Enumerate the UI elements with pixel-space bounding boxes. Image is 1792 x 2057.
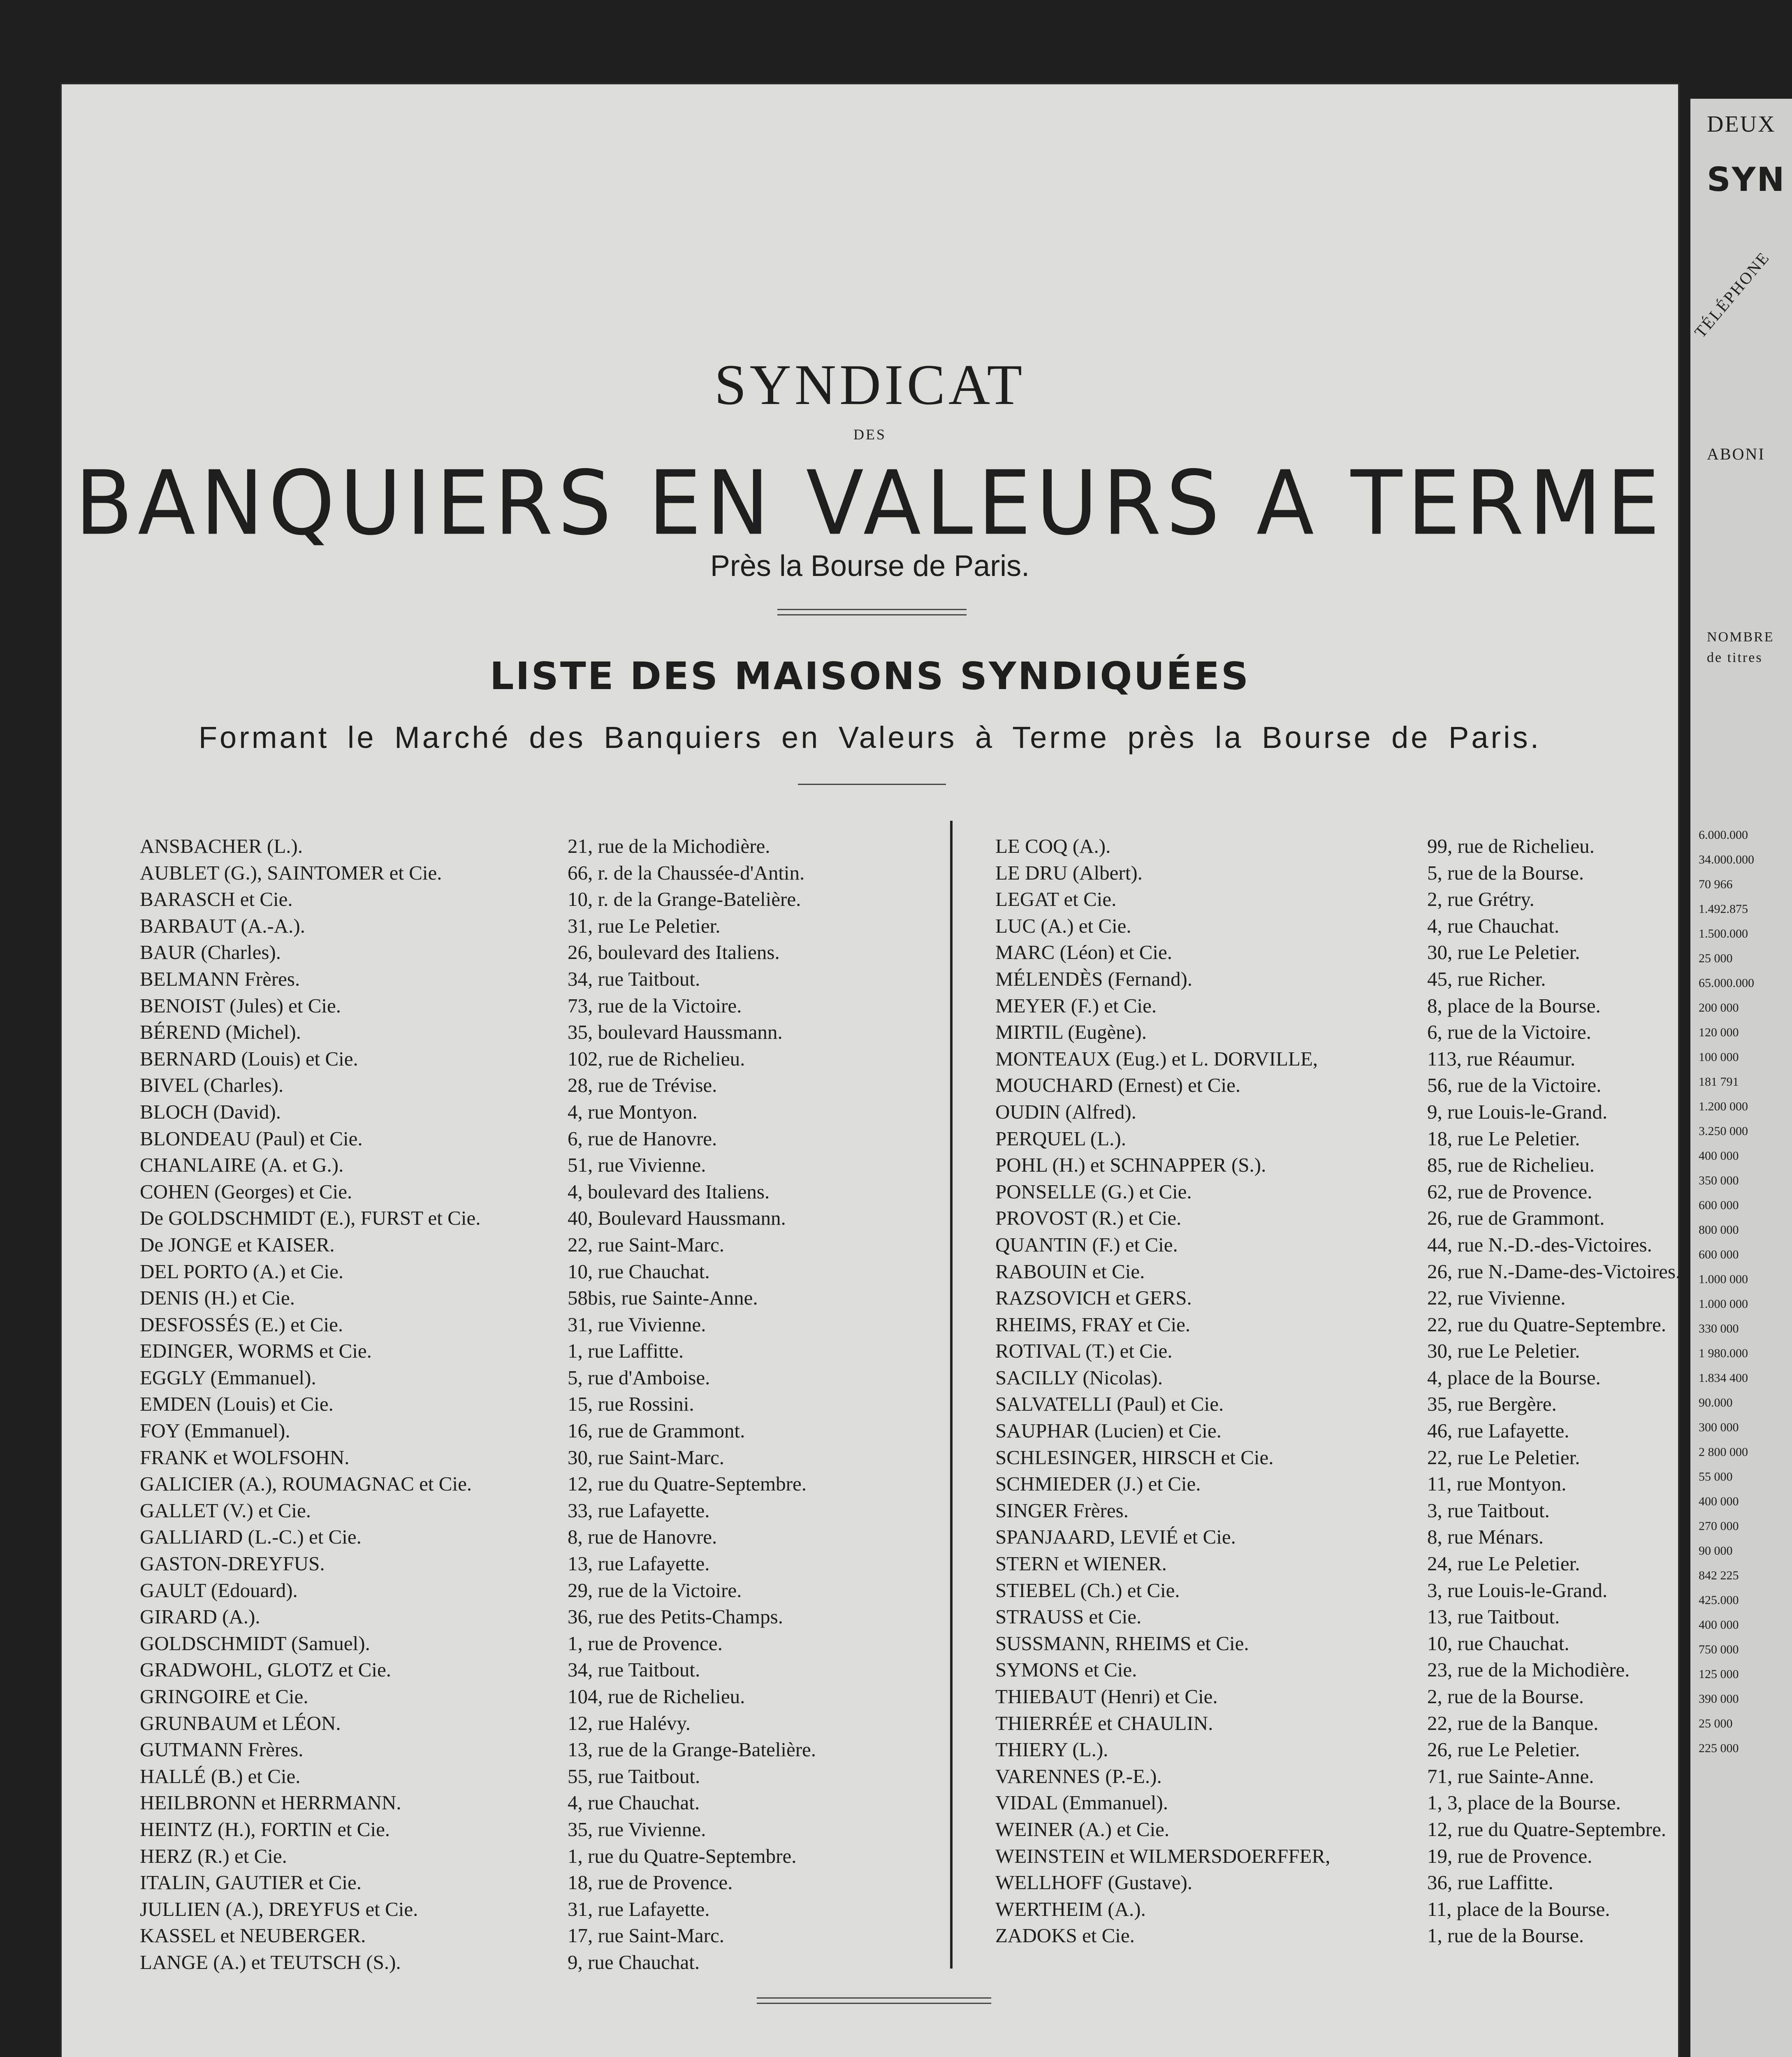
member-firm-name: STERN et WIENER. xyxy=(995,1552,1167,1575)
member-firm-name: VARENNES (P.-E.). xyxy=(995,1764,1162,1788)
member-firm-name: ROTIVAL (T.) et Cie. xyxy=(995,1340,1173,1363)
member-firm-address: 45, rue Richer. xyxy=(1427,967,1546,990)
member-firm-name: WEINSTEIN et WILMERSDOERFFER, xyxy=(995,1844,1331,1867)
member-firm-name: PROVOST (R.) et Cie. xyxy=(995,1207,1182,1230)
member-firm-address: 36, rue Laffitte. xyxy=(1427,1871,1553,1894)
member-firm-name: BAUR (Charles). xyxy=(140,941,281,964)
member-firm-address: 58bis, rue Sainte-Anne. xyxy=(568,1286,758,1309)
member-firm-address: 66, r. de la Chaussée-d'Antin. xyxy=(568,861,805,884)
member-firm-address: 15, rue Rossini. xyxy=(568,1393,694,1416)
member-firm-name: GALLIARD (L.-C.) et Cie. xyxy=(140,1525,362,1549)
member-firm-address: 35, rue Bergère. xyxy=(1427,1393,1557,1416)
member-firm-name: STIEBEL (Ch.) et Cie. xyxy=(995,1579,1180,1602)
member-firm-address: 10, rue Chauchat. xyxy=(1427,1632,1569,1655)
member-firm-address: 22, rue Saint-Marc. xyxy=(568,1233,724,1256)
double-rule-2 xyxy=(757,1997,991,2004)
member-firm-name: EDINGER, WORMS et Cie. xyxy=(140,1340,372,1363)
column-divider xyxy=(950,821,953,1969)
member-firm-name: SYMONS et Cie. xyxy=(995,1658,1137,1681)
member-firm-address: 1, rue Laffitte. xyxy=(568,1340,684,1363)
member-firm-name: MARC (Léon) et Cie. xyxy=(995,941,1173,964)
member-firm-address: 4, boulevard des Italiens. xyxy=(568,1180,770,1203)
member-firm-address: 51, rue Vivienne. xyxy=(568,1154,706,1177)
member-firm-address: 30, rue Saint-Marc. xyxy=(568,1446,724,1469)
member-firm-address: 19, rue de Provence. xyxy=(1427,1844,1593,1867)
member-firm-name: BLOCH (David). xyxy=(140,1100,281,1123)
member-firm-address: 3, rue Louis-le-Grand. xyxy=(1427,1579,1608,1602)
member-firm-address: 22, rue de la Banque. xyxy=(1427,1711,1599,1734)
member-firm-address: 8, rue Ménars. xyxy=(1427,1525,1544,1549)
member-firm-name: FRANK et WOLFSOHN. xyxy=(140,1446,350,1469)
member-firm-name: ITALIN, GAUTIER et Cie. xyxy=(140,1871,362,1894)
member-firm-name: DENIS (H.) et Cie. xyxy=(140,1286,295,1309)
member-firm-address: 12, rue du Quatre-Septembre. xyxy=(1427,1818,1666,1841)
member-firm-address: 56, rue de la Victoire. xyxy=(1427,1074,1602,1097)
member-firm-address: 31, rue Lafayette. xyxy=(568,1897,710,1920)
member-firm-name: GUTMANN Frères. xyxy=(140,1738,304,1761)
member-firm-address: 10, r. de la Grange-Batelière. xyxy=(568,888,801,911)
strip-syn: SYN xyxy=(1707,160,1786,199)
member-firm-address: 35, rue Vivienne. xyxy=(568,1818,706,1841)
member-firm-name: De GOLDSCHMIDT (E.), FURST et Cie. xyxy=(140,1207,481,1230)
member-firm-name: MÉLENDÈS (Fernand). xyxy=(995,967,1193,990)
member-firm-address: 30, rue Le Peletier. xyxy=(1427,941,1580,964)
member-firm-address: 28, rue de Trévise. xyxy=(568,1074,717,1097)
member-firm-address: 1, rue du Quatre-Septembre. xyxy=(568,1844,797,1867)
member-firm-address: 13, rue de la Grange-Batelière. xyxy=(568,1738,816,1761)
liste-title: LISTE DES MAISONS SYNDIQUÉES xyxy=(489,654,1250,698)
member-firm-address: 4, rue Chauchat. xyxy=(1427,914,1560,937)
member-firm-address: 22, rue Vivienne. xyxy=(1427,1286,1566,1309)
member-firm-address: 18, rue de Provence. xyxy=(568,1871,733,1894)
member-firm-name: STRAUSS et Cie. xyxy=(995,1605,1142,1628)
member-firm-name: BIVEL (Charles). xyxy=(140,1074,284,1097)
member-firm-address: 34, rue Taitbout. xyxy=(568,1658,700,1681)
member-firm-address: 35, boulevard Haussmann. xyxy=(568,1021,783,1044)
member-firm-name: RHEIMS, FRAY et Cie. xyxy=(995,1313,1191,1336)
right-addresses-column xyxy=(1427,833,1681,1949)
member-firm-name: GRINGOIRE et Cie. xyxy=(140,1685,308,1708)
member-firm-name: BÉREND (Michel). xyxy=(140,1021,301,1044)
member-firm-name: OUDIN (Alfred). xyxy=(995,1100,1136,1123)
member-firm-name: LE DRU (Albert). xyxy=(995,861,1143,884)
member-firm-address: 26, rue N.-Dame-des-Victoires. xyxy=(1427,1260,1681,1283)
member-firm-address: 5, rue de la Bourse. xyxy=(1427,861,1584,884)
member-firm-name: SUSSMANN, RHEIMS et Cie. xyxy=(995,1632,1249,1655)
member-firm-name: QUANTIN (F.) et Cie. xyxy=(995,1233,1178,1256)
member-firm-address: 23, rue de la Michodière. xyxy=(1427,1658,1630,1681)
member-firm-name: WERTHEIM (A.). xyxy=(995,1897,1146,1920)
member-firm-address: 22, rue Le Peletier. xyxy=(1427,1446,1580,1469)
member-firm-name: THIEBAUT (Henri) et Cie. xyxy=(995,1685,1218,1708)
member-firm-name: LE COQ (A.). xyxy=(995,835,1111,857)
member-firm-address: 8, rue de Hanovre. xyxy=(568,1525,717,1549)
member-firm-name: BLONDEAU (Paul) et Cie. xyxy=(140,1127,363,1150)
member-firm-name: LUC (A.) et Cie. xyxy=(995,914,1131,937)
document-page xyxy=(62,84,1681,2057)
member-firm-address: 21, rue de la Michodière. xyxy=(568,835,770,857)
member-firm-address: 73, rue de la Victoire. xyxy=(568,994,742,1017)
strip-numbers: 6.000.000 34.000.000 70 966 1.492.875 1.500.000 25 000 65.000.000 200 000 120 000 100 000 181 791 1.200 000 3.250 000 400 000 350 000 600 000 800 000 600 000 1.000 000 1.000 000 330 000 1 980.000 1.834 400 90.000 300 000 2 800 000 55 000 400 000 270 000 90 000 842 225 425.000 400 000 750 000 125 000 390 000 25 000 225 000 xyxy=(1699,828,1754,1755)
member-firm-address: 31, rue Vivienne. xyxy=(568,1313,706,1336)
member-firm-address: 29, rue de la Victoire. xyxy=(568,1579,742,1602)
member-firm-address: 26, rue de Grammont. xyxy=(1427,1207,1605,1230)
member-firm-name: SALVATELLI (Paul) et Cie. xyxy=(995,1393,1224,1416)
member-firm-name: ZADOKS et Cie. xyxy=(995,1924,1135,1947)
member-firm-name: SCHLESINGER, HIRSCH et Cie. xyxy=(995,1446,1274,1469)
member-firm-name: GALLET (V.) et Cie. xyxy=(140,1499,311,1522)
double-rule xyxy=(777,609,967,615)
member-firm-name: HERZ (R.) et Cie. xyxy=(140,1844,287,1867)
member-firm-address: 26, rue Le Peletier. xyxy=(1427,1738,1580,1761)
strip-abon: ABONI xyxy=(1707,445,1765,463)
member-firm-name: COHEN (Georges) et Cie. xyxy=(140,1180,352,1203)
member-firm-address: 8, place de la Bourse. xyxy=(1427,994,1601,1017)
member-firm-name: SACILLY (Nicolas). xyxy=(995,1366,1163,1389)
member-firm-address: 18, rue Le Peletier. xyxy=(1427,1127,1580,1150)
member-firm-name: PERQUEL (L.). xyxy=(995,1127,1126,1150)
member-firm-name: DESFOSSÉS (E.) et Cie. xyxy=(140,1313,343,1336)
member-firm-name: BERNARD (Louis) et Cie. xyxy=(140,1047,358,1070)
member-firm-name: THIERRÉE et CHAULIN. xyxy=(995,1711,1213,1734)
member-firm-name: GRADWOHL, GLOTZ et Cie. xyxy=(140,1658,392,1681)
member-firm-name: HALLÉ (B.) et Cie. xyxy=(140,1764,301,1788)
member-firm-name: JULLIEN (A.), DREYFUS et Cie. xyxy=(140,1897,418,1920)
member-firm-name: GRUNBAUM et LÉON. xyxy=(140,1711,341,1734)
subtitle: Près la Bourse de Paris. xyxy=(710,550,1030,583)
member-firm-name: HEILBRONN et HERRMANN. xyxy=(140,1791,401,1814)
member-firm-name: DEL PORTO (A.) et Cie. xyxy=(140,1260,344,1283)
member-firm-address: 12, rue Halévy. xyxy=(568,1711,691,1734)
member-firm-name: EGGLY (Emmanuel). xyxy=(140,1366,316,1389)
member-firm-address: 71, rue Sainte-Anne. xyxy=(1427,1764,1594,1788)
member-firm-name: MOUCHARD (Ernest) et Cie. xyxy=(995,1074,1241,1097)
member-firm-address: 11, rue Montyon. xyxy=(1427,1472,1567,1495)
member-firm-name: THIERY (L.). xyxy=(995,1738,1108,1761)
separator-rule xyxy=(798,784,946,785)
member-firm-name: SAUPHAR (Lucien) et Cie. xyxy=(995,1419,1222,1442)
member-firm-address: 13, rue Lafayette. xyxy=(568,1552,710,1575)
member-firm-name: BENOIST (Jules) et Cie. xyxy=(140,994,341,1017)
member-firm-address: 6, rue de la Victoire. xyxy=(1427,1021,1591,1044)
member-firm-address: 24, rue Le Peletier. xyxy=(1427,1552,1580,1575)
member-firm-name: GAULT (Edouard). xyxy=(140,1579,298,1602)
member-firm-name: FOY (Emmanuel). xyxy=(140,1419,290,1442)
member-firm-address: 40, Boulevard Haussmann. xyxy=(568,1207,786,1230)
main-title: BANQUIERS EN VALEURS A TERME xyxy=(75,452,1665,555)
member-firm-address: 104, rue de Richelieu. xyxy=(568,1685,745,1708)
member-firm-name: MIRTIL (Eugène). xyxy=(995,1021,1147,1044)
member-firm-name: SCHMIEDER (J.) et Cie. xyxy=(995,1472,1201,1495)
member-firm-name: AUBLET (G.), SAINTOMER et Cie. xyxy=(140,861,442,884)
member-firm-name: VIDAL (Emmanuel). xyxy=(995,1791,1168,1814)
member-firm-address: 2, rue Grétry. xyxy=(1427,888,1535,911)
strip-nombre: NOMBRE xyxy=(1707,629,1774,645)
adjacent-page-strip xyxy=(1690,99,1792,2057)
member-firm-address: 5, rue d'Amboise. xyxy=(568,1366,710,1389)
member-firm-address: 1, rue de Provence. xyxy=(568,1632,723,1655)
left-names-column xyxy=(140,833,480,1976)
left-addresses-column xyxy=(568,833,816,1976)
syndicat-title: SYNDICAT xyxy=(714,353,1026,417)
member-firm-name: MEYER (F.) et Cie. xyxy=(995,994,1157,1017)
member-firm-name: GASTON-DREYFUS. xyxy=(140,1552,325,1575)
member-firm-name: WELLHOFF (Gustave). xyxy=(995,1871,1193,1894)
member-firm-address: 1, 3, place de la Bourse. xyxy=(1427,1791,1621,1814)
member-firm-address: 2, rue de la Bourse. xyxy=(1427,1685,1584,1708)
member-firm-address: 26, boulevard des Italiens. xyxy=(568,941,780,964)
member-firm-name: POHL (H.) et SCHNAPPER (S.). xyxy=(995,1154,1266,1177)
member-firm-address: 33, rue Lafayette. xyxy=(568,1499,710,1522)
member-firm-address: 34, rue Taitbout. xyxy=(568,967,700,990)
member-firm-name: GOLDSCHMIDT (Samuel). xyxy=(140,1632,370,1655)
member-firm-name: LANGE (A.) et TEUTSCH (S.). xyxy=(140,1950,401,1973)
member-firm-name: SPANJAARD, LEVIÉ et Cie. xyxy=(995,1525,1236,1549)
member-firm-address: 4, rue Chauchat. xyxy=(568,1791,700,1814)
member-firm-name: HEINTZ (H.), FORTIN et Cie. xyxy=(140,1818,390,1841)
member-firm-name: MONTEAUX (Eug.) et L. DORVILLE, xyxy=(995,1047,1318,1070)
member-firm-address: 99, rue de Richelieu. xyxy=(1427,835,1595,857)
liste-subtitle: Formant le Marché des Banquiers en Valeurs à Terme près la Bourse de Paris. xyxy=(198,720,1542,755)
member-firm-name: LEGAT et Cie. xyxy=(995,888,1117,911)
member-firm-address: 17, rue Saint-Marc. xyxy=(568,1924,724,1947)
member-firm-name: CHANLAIRE (A. et G.). xyxy=(140,1154,344,1177)
des-label: DES xyxy=(853,426,886,443)
member-firm-address: 11, place de la Bourse. xyxy=(1427,1897,1610,1920)
member-firm-address: 46, rue Lafayette. xyxy=(1427,1419,1569,1442)
member-firm-address: 85, rue de Richelieu. xyxy=(1427,1154,1595,1177)
member-firm-name: BARBAUT (A.-A.). xyxy=(140,914,305,937)
strip-titres: de titres xyxy=(1707,650,1763,665)
member-firm-address: 9, rue Louis-le-Grand. xyxy=(1427,1100,1608,1123)
member-firm-name: SINGER Frères. xyxy=(995,1499,1129,1522)
member-firm-address: 31, rue Le Peletier. xyxy=(568,914,721,937)
member-firm-address: 44, rue N.-D.-des-Victoires. xyxy=(1427,1233,1652,1256)
member-firm-address: 6, rue de Hanovre. xyxy=(568,1127,717,1150)
member-firm-address: 16, rue de Grammont. xyxy=(568,1419,745,1442)
member-firm-name: WEINER (A.) et Cie. xyxy=(995,1818,1170,1841)
member-firm-address: 3, rue Taitbout. xyxy=(1427,1499,1550,1522)
member-firm-address: 30, rue Le Peletier. xyxy=(1427,1340,1580,1363)
strip-deux: DEUX xyxy=(1707,111,1776,137)
member-firm-name: BARASCH et Cie. xyxy=(140,888,293,911)
member-firm-address: 12, rue du Quatre-Septembre. xyxy=(568,1472,807,1495)
member-firm-name: GIRARD (A.). xyxy=(140,1605,260,1628)
member-firm-address: 9, rue Chauchat. xyxy=(568,1950,700,1973)
member-firm-name: GALICIER (A.), ROUMAGNAC et Cie. xyxy=(140,1472,472,1495)
member-firm-address: 102, rue de Richelieu. xyxy=(568,1047,745,1070)
member-firm-address: 10, rue Chauchat. xyxy=(568,1260,710,1283)
member-firm-address: 36, rue des Petits-Champs. xyxy=(568,1605,783,1628)
member-firm-name: RABOUIN et Cie. xyxy=(995,1260,1145,1283)
member-firm-name: KASSEL et NEUBERGER. xyxy=(140,1924,366,1947)
right-names-column xyxy=(995,833,1330,1949)
member-firm-address: 4, rue Montyon. xyxy=(568,1100,698,1123)
member-firm-name: BELMANN Frères. xyxy=(140,967,300,990)
member-firm-address: 62, rue de Provence. xyxy=(1427,1180,1593,1203)
member-firm-address: 4, place de la Bourse. xyxy=(1427,1366,1601,1389)
strip-telephone: TÉLÉPHONE xyxy=(1690,248,1773,341)
member-firm-name: De JONGE et KAISER. xyxy=(140,1233,335,1256)
member-firm-name: RAZSOVICH et GERS. xyxy=(995,1286,1192,1309)
member-firm-name: ANSBACHER (L.). xyxy=(140,835,303,857)
member-firm-address: 1, rue de la Bourse. xyxy=(1427,1924,1584,1947)
member-firm-address: 55, rue Taitbout. xyxy=(568,1764,700,1788)
member-firm-address: 22, rue du Quatre-Septembre. xyxy=(1427,1313,1666,1336)
member-firm-name: EMDEN (Louis) et Cie. xyxy=(140,1393,334,1416)
member-firm-address: 113, rue Réaumur. xyxy=(1427,1047,1576,1070)
member-firm-address: 13, rue Taitbout. xyxy=(1427,1605,1560,1628)
member-firm-name: PONSELLE (G.) et Cie. xyxy=(995,1180,1192,1203)
